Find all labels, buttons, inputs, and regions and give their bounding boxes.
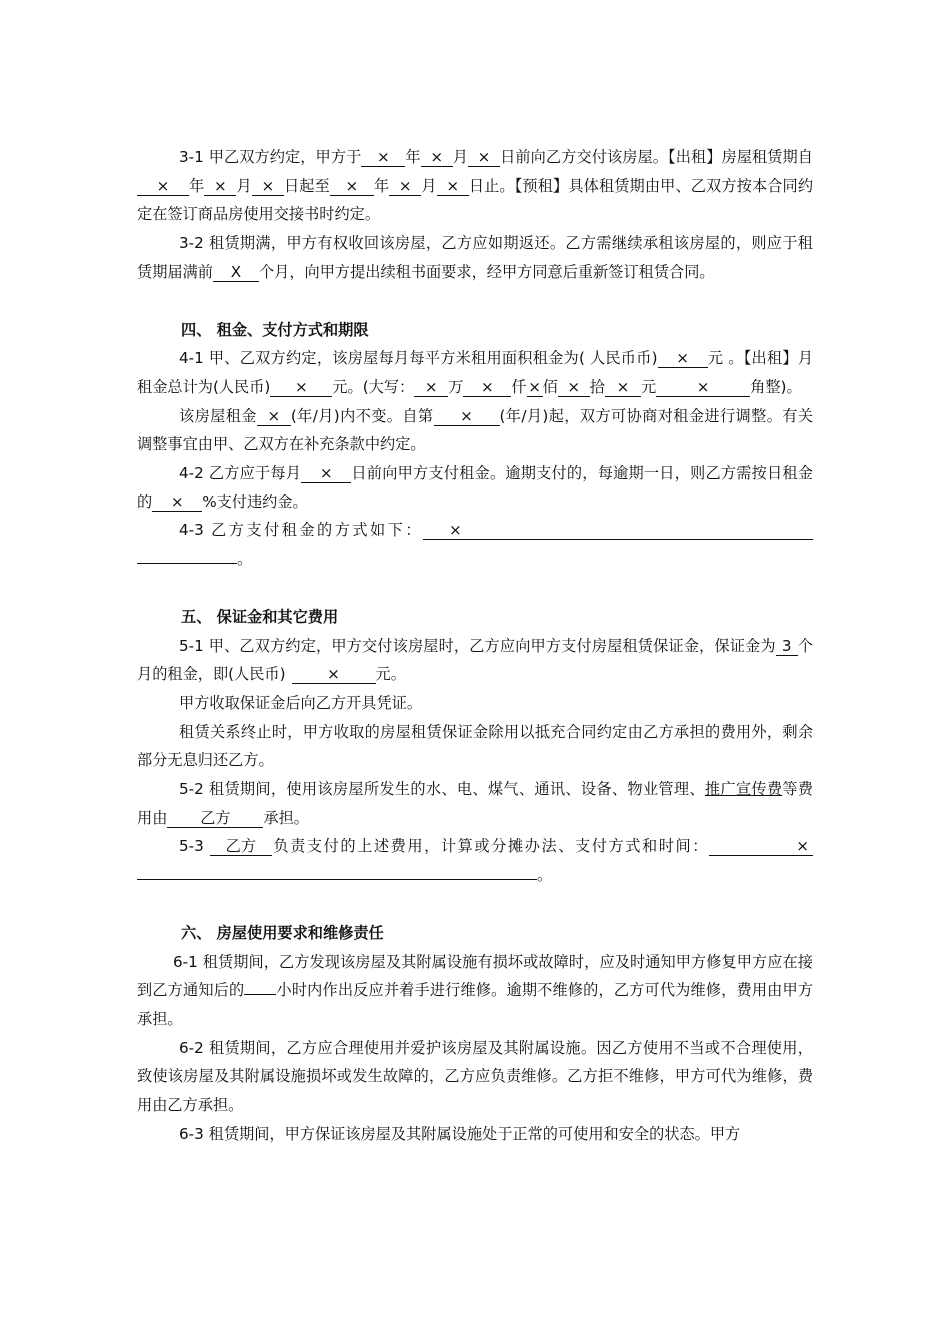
text: 日前向乙方交付该房屋。【出租】房屋租赁期自 [500, 148, 813, 166]
clause-6-2: 6-2 租赁期间，乙方应合理使用并爱护该房屋及其附属设施。因乙方使用不当或不合理使用，致使该房屋及其附属设施损坏或发生故障的，乙方应负责维修。乙方拒不维修，甲方可代为维修，费用由乙方承担。 [137, 1038, 813, 1115]
fill-blank: × [301, 464, 351, 483]
text: 拾 [589, 377, 605, 396]
text: 日止。【预租】具体租赁期由甲、乙双方按本合同约定在签订商品房使用交接书时约定。 [137, 176, 814, 224]
text: 3-1 甲乙双方约定，甲方于 [179, 148, 362, 166]
text: 月 [421, 176, 437, 195]
fill-blank: × [709, 837, 813, 856]
clause-5-2 [137, 775, 813, 832]
text: 日起至 [283, 176, 330, 195]
text: 4-3 乙方支付租金的方式如下： [179, 521, 423, 540]
fill-blank: × [423, 521, 813, 540]
clause-5-1-receipt: 甲方收取保证金后向乙方开具凭证。 [179, 693, 422, 712]
text: 元 。【出租】月租金总计为(人民币) [137, 349, 814, 396]
text: 万 [448, 377, 464, 396]
fill-blank: × [204, 177, 236, 196]
text: 小时内作出反应并着手进行维修。逾期不维修的，乙方可代为维修，费用由甲方承担。 [137, 981, 814, 1028]
section-4-heading: 四、 租金、支付方式和期限 [181, 320, 369, 339]
fill-blank: × [468, 148, 500, 167]
clause-5-3 [137, 832, 813, 889]
fill-blank: × [421, 148, 453, 167]
text: 4-1 甲、乙双方约定，该房屋每月每平方米租用面积租金为( 人民币币) [179, 349, 658, 368]
fill-blank: × [656, 378, 750, 397]
text: 日前向甲方支付租金。逾期支付的，每逾期一日，则乙方需按日租金的 [137, 464, 813, 511]
clause-5-1 [137, 632, 813, 689]
text: 年 [373, 176, 390, 195]
fill-blank: 乙方 [167, 809, 263, 828]
fill-blank-continued [137, 563, 237, 564]
fill-blank: × [605, 378, 641, 397]
underlined-text: 推广宣传费 [704, 780, 783, 799]
fill-blank: × [330, 177, 374, 196]
fill-blank: × [658, 349, 708, 368]
fill-blank: × [361, 148, 405, 167]
text: 月 [452, 148, 469, 166]
text: (年/月)起，双方可协商对租金进行调整。有关调整事宜由甲、乙双方在补充条款中约定。 [137, 406, 814, 454]
fill-blank: × [463, 378, 511, 397]
section-6-heading: 六、 房屋使用要求和维修责任 [181, 923, 384, 942]
text: 6-1 租赁期间，乙方发现该房屋及其附属设施有损坏或故障时，应及时通知甲方修复甲方应在接到乙方通知后的 [137, 952, 813, 1000]
text: 该房屋租金 [179, 406, 257, 425]
text: 5-2 租赁期间，使用该房屋所发生的水、电、煤气、通讯、设备、物业管理、 [179, 780, 705, 799]
contract-page [137, 143, 813, 1149]
text: 等费用由 [137, 780, 813, 827]
section-5-heading: 五、 保证金和其它费用 [181, 607, 339, 626]
text: 承担。 [263, 808, 309, 827]
text: (年/月)内不变。自第 [290, 406, 434, 425]
text: 角整)。 [750, 377, 802, 396]
text: %支付违约金。 [202, 492, 308, 511]
text: 元 [640, 377, 657, 396]
fill-blank: × [292, 665, 376, 684]
clause-3-2 [137, 229, 813, 286]
fill-blank: × [558, 378, 590, 397]
clause-4-2 [137, 459, 813, 516]
text: 元。(大写： [332, 377, 415, 396]
fill-blank: 乙方 [210, 837, 272, 856]
text: 。 [537, 866, 553, 885]
text: 佰 [542, 377, 558, 396]
clause-3-1 [137, 143, 813, 229]
text: 。 [237, 550, 253, 569]
text: 个月的租金，即(人民币) [137, 636, 813, 684]
fill-blank: 3 [776, 637, 798, 656]
clause-4-1 [137, 344, 813, 401]
text: 年 [189, 176, 205, 195]
text: 年 [405, 148, 421, 166]
fill-blank: X [213, 263, 259, 282]
fill-blank: × [137, 177, 189, 196]
text: 仟 [511, 377, 527, 396]
fill-blank: × [389, 177, 421, 196]
text: 4-2 乙方应于每月 [179, 464, 302, 483]
text: 月 [236, 176, 252, 195]
text: 5-1 甲、乙双方约定，甲方交付该房屋时，乙方应向甲方支付房屋租赁保证金，保证金为 [179, 636, 776, 655]
fill-blank: × [434, 407, 500, 426]
fill-blank: × [252, 177, 284, 196]
clause-4-3 [137, 516, 813, 573]
fill-blank: × [528, 377, 541, 396]
text: 3-2 租赁期满，甲方有权收回该房屋，乙方应如期返还。乙方需继续承租该房屋的，则应于租赁期届满前 [137, 234, 813, 281]
fill-blank-continued [137, 879, 537, 880]
clause-6-3: 6-3 租赁期间，甲方保证该房屋及其附属设施处于正常的可使用和安全的状态。甲方 [179, 1124, 741, 1143]
fill-blank: × [270, 378, 332, 397]
fill-blank: × [437, 177, 469, 196]
fill-blank: × [152, 493, 202, 512]
clause-5-1-refund: 租赁关系终止时，甲方收取的房屋租赁保证金除用以抵充合同约定由乙方承担的费用外，剩余部分无息归还乙方。 [137, 722, 813, 770]
clause-6-1 [137, 948, 813, 1034]
text: 元。 [375, 665, 406, 684]
fill-blank [244, 994, 276, 995]
text: 5-3 [179, 837, 204, 856]
text: 个月，向甲方提出续租书面要求，经甲方同意后重新签订租赁合同。 [258, 262, 715, 281]
clause-4-1-rent-adjust [137, 402, 813, 459]
fill-blank: × [257, 407, 291, 426]
text: 负责支付的上述费用，计算或分摊办法、支付方式和时间： [271, 837, 709, 856]
fill-blank: × [414, 378, 448, 397]
